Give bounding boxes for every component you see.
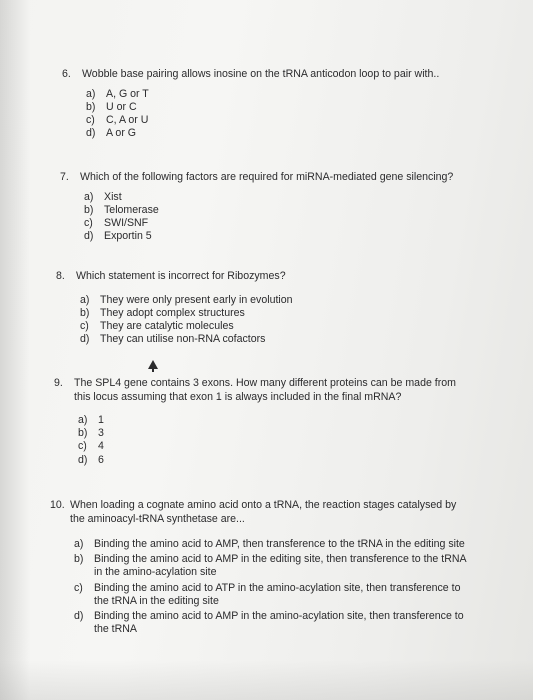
question-number: 7. xyxy=(60,171,69,183)
question-text: Which statement is incorrect for Ribozymes? xyxy=(76,270,286,282)
option-list xyxy=(62,88,482,141)
option-text: 4 xyxy=(98,440,104,453)
option-letter: a) xyxy=(84,190,94,203)
option-text: They can utilise non-RNA cofactors xyxy=(100,333,266,346)
option-text: SWI/SNF xyxy=(104,216,149,229)
question-8 xyxy=(56,270,486,346)
option-letter: d) xyxy=(86,127,96,140)
option-c[interactable] xyxy=(78,440,474,453)
option-letter: b) xyxy=(80,306,90,319)
option-text: They adopt complex structures xyxy=(100,306,245,319)
question-number: 6. xyxy=(62,68,71,80)
option-b[interactable] xyxy=(86,101,482,114)
question-text: Wobble base pairing allows inosine on the tRNA anticodon loop to pair with.. xyxy=(82,68,440,80)
option-text: A or G xyxy=(106,127,137,140)
option-letter: d) xyxy=(74,610,84,623)
option-letter: a) xyxy=(80,293,90,306)
option-text: Exportin 5 xyxy=(104,230,152,243)
option-letter: a) xyxy=(86,87,96,100)
question-stem xyxy=(60,171,490,185)
question-text: When loading a cognate amino acid onto a tRNA, the reaction stages catalysed by the aminoacyl-tRNA synthetase are... xyxy=(70,499,457,525)
option-letter: b) xyxy=(78,427,88,440)
option-b[interactable] xyxy=(74,553,472,579)
option-letter: c) xyxy=(84,216,93,229)
question-number: 8. xyxy=(56,270,65,282)
option-c[interactable] xyxy=(80,320,486,333)
option-c[interactable] xyxy=(86,114,482,127)
option-b[interactable] xyxy=(80,307,486,320)
option-d[interactable] xyxy=(84,230,490,243)
option-list xyxy=(56,294,486,347)
option-text: Binding the amino acid to ATP in the amino-acylation site, then transference to the tRNA in the editing site xyxy=(94,581,461,607)
question-stem xyxy=(62,68,482,82)
mouse-cursor-icon xyxy=(148,360,158,369)
question-number: 10. xyxy=(50,499,65,511)
option-letter: d) xyxy=(84,230,94,243)
option-letter: c) xyxy=(78,440,87,453)
option-c[interactable] xyxy=(74,582,472,608)
option-letter: d) xyxy=(78,453,88,466)
option-text: They are catalytic molecules xyxy=(100,319,234,332)
option-text: Binding the amino acid to AMP in the amino-acylation site, then transference to the tRNA xyxy=(94,610,464,636)
option-d[interactable] xyxy=(78,454,474,467)
option-text: U or C xyxy=(106,100,137,113)
option-text: Binding the amino acid to AMP in the editing site, then transference to the tRNA in the amino-acylation site xyxy=(94,553,466,579)
question-9 xyxy=(54,377,474,467)
option-d[interactable] xyxy=(80,333,486,346)
option-letter: a) xyxy=(78,414,88,426)
option-a[interactable] xyxy=(74,538,472,551)
question-10 xyxy=(50,499,472,636)
option-b[interactable] xyxy=(78,427,474,440)
option-text: 6 xyxy=(98,453,104,466)
question-stem xyxy=(54,377,474,404)
question-number: 9. xyxy=(54,377,63,389)
question-text: Which of the following factors are required for miRNA-mediated gene silencing? xyxy=(80,171,454,183)
option-text: 1 xyxy=(98,414,104,426)
option-a[interactable] xyxy=(80,294,486,307)
page-shadow-left xyxy=(0,0,30,700)
option-letter: c) xyxy=(74,581,83,594)
page-shadow-bottom xyxy=(0,660,533,700)
option-a[interactable] xyxy=(86,88,482,101)
option-text: They were only present early in evolution xyxy=(100,293,293,306)
option-list xyxy=(60,191,490,244)
option-letter: a) xyxy=(74,538,84,550)
question-text: The SPL4 gene contains 3 exons. How many different proteins can be made from this locus assuming that exon 1 is always included in the final mRNA? xyxy=(74,377,456,403)
option-letter: c) xyxy=(80,319,89,332)
option-a[interactable] xyxy=(84,191,490,204)
question-stem xyxy=(50,499,472,526)
question-stem xyxy=(56,270,486,284)
option-text: 3 xyxy=(98,427,104,440)
option-text: Telomerase xyxy=(104,203,159,216)
option-list xyxy=(54,414,474,467)
option-letter: b) xyxy=(74,553,84,566)
option-a[interactable] xyxy=(78,414,474,427)
option-b[interactable] xyxy=(84,204,490,217)
option-d[interactable] xyxy=(86,127,482,140)
option-d[interactable] xyxy=(74,610,472,636)
option-text: Xist xyxy=(104,190,122,203)
option-text: C, A or U xyxy=(106,113,149,126)
option-letter: c) xyxy=(86,113,95,126)
option-letter: b) xyxy=(86,100,96,113)
option-letter: b) xyxy=(84,203,94,216)
option-text: Binding the amino acid to AMP, then transference to the tRNA in the editing site xyxy=(94,538,465,550)
question-6 xyxy=(62,68,482,140)
option-text: A, G or T xyxy=(106,87,149,100)
option-list xyxy=(50,538,472,636)
question-7 xyxy=(60,171,490,243)
option-letter: d) xyxy=(80,333,90,346)
option-c[interactable] xyxy=(84,217,490,230)
